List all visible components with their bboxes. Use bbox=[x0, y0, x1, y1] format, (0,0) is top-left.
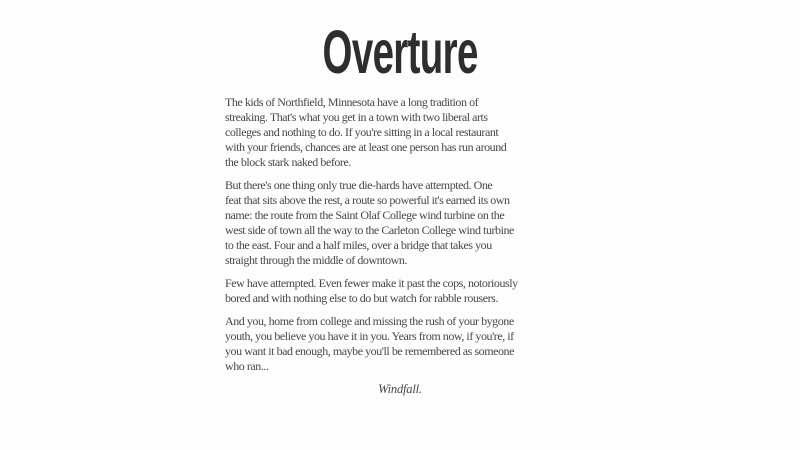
story-line: colleges and nothing to do. If you're sitting in a local restaurant bbox=[225, 125, 499, 139]
story-line: bored and with nothing else to do but watch for rabble rousers. bbox=[225, 291, 498, 305]
story-paragraph-3 bbox=[225, 276, 575, 306]
story-line: west side of town all the way to the Carleton College wind turbine bbox=[225, 223, 514, 237]
story-signoff: Windfall. bbox=[378, 382, 422, 396]
story-line: The kids of Northfield, Minnesota have a long tradition of bbox=[225, 95, 479, 109]
story-line: the block stark naked before. bbox=[225, 155, 351, 169]
story-line: But there's one thing only true die-hards have attempted. One bbox=[225, 178, 493, 192]
story-line: And you, home from college and missing the rush of your bygone bbox=[225, 314, 514, 328]
story-line: who ran... bbox=[225, 359, 269, 373]
story-line: streaking. That's what you get in a town with two liberal arts bbox=[225, 110, 488, 124]
story-line: you want it bad enough, maybe you'll be remembered as someone bbox=[225, 344, 514, 358]
story-line: youth, you believe you have it in you. Years from now, if you're, if bbox=[225, 329, 514, 343]
story-text-block bbox=[225, 95, 575, 397]
story-paragraph-1 bbox=[225, 95, 575, 170]
story-paragraph-2 bbox=[225, 178, 575, 268]
story-line: name: the route from the Saint Olaf College wind turbine on the bbox=[225, 208, 505, 222]
story-line: Few have attempted. Even fewer make it past the cops, notoriously bbox=[225, 276, 518, 290]
story-line: with your friends, chances are at least one person has run around bbox=[225, 140, 507, 154]
page-title-text: Overture bbox=[322, 18, 478, 86]
page-title bbox=[0, 0, 800, 86]
story-line: straight through the middle of downtown. bbox=[225, 253, 407, 267]
story-paragraph-4 bbox=[225, 314, 575, 374]
story-line: feat that sits above the rest, a route so powerful it's earned its own bbox=[225, 193, 510, 207]
story-line: to the east. Four and a half miles, over a bridge that takes you bbox=[225, 238, 492, 252]
